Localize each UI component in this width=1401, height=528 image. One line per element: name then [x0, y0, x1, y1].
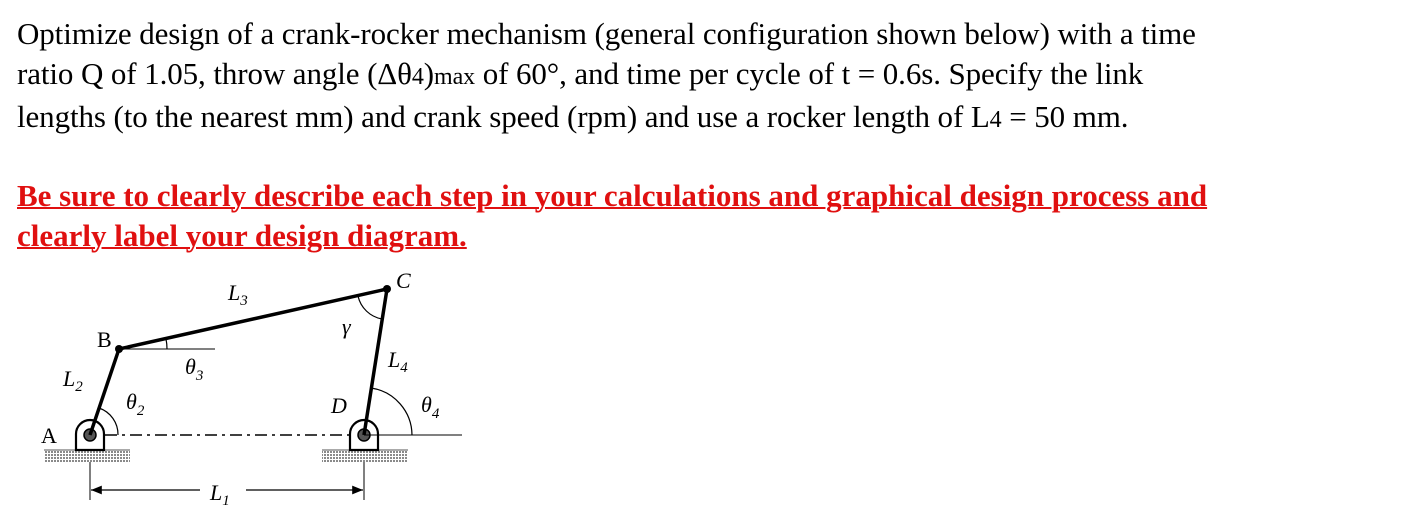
label-l1: $L_1$ — [210, 480, 230, 509]
problem-line-2-part-b: ) — [423, 56, 435, 91]
label-l4: $L_4$ — [388, 347, 408, 376]
label-l3: $L_3$ — [228, 280, 248, 309]
theta3-arc — [166, 339, 167, 349]
instruction-emphasis — [17, 176, 1387, 256]
gamma-arc — [358, 296, 382, 319]
label-gamma: γ — [342, 314, 351, 339]
instruction-line-1: Be sure to clearly describe each step in your calculations and graphical design process and — [17, 178, 1208, 213]
label-theta4: $\theta_4$ — [421, 392, 440, 422]
label-theta2: $\theta_2$ — [126, 389, 145, 419]
ground-hatch-d — [322, 450, 408, 462]
joint-c — [383, 285, 391, 293]
problem-statement — [17, 14, 1387, 140]
subscript-4: 4 — [411, 64, 424, 90]
instruction-line-2: clearly label your design diagram. — [17, 218, 467, 253]
label-a: A — [41, 423, 57, 448]
problem-line-3-part-a: lengths (to the nearest mm) and crank speed (rpm) and use a rocker length of L — [17, 99, 990, 134]
link-l4-rocker — [364, 289, 387, 435]
label-c: C — [396, 268, 411, 293]
subscript-4: 4 — [989, 107, 1002, 133]
problem-line-3 — [17, 97, 1387, 140]
problem-line-2-part-a: ratio Q of 1.05, throw angle (Δθ — [17, 56, 412, 91]
subscript-max: max — [434, 64, 476, 90]
label-b: B — [97, 327, 112, 352]
ground-hatch-a — [44, 450, 130, 462]
crank-rocker-diagram — [0, 262, 480, 528]
problem-line-1: Optimize design of a crank-rocker mechanism (general configuration shown below) with a time — [17, 16, 1196, 51]
problem-line-2-part-c: of 60°, and time per cycle of t = 0.6s. Specify the link — [475, 56, 1144, 91]
label-d: D — [331, 393, 347, 418]
problem-line-2 — [17, 54, 1387, 97]
label-theta3: $\theta_3$ — [185, 354, 204, 384]
label-l2: $L_2$ — [63, 366, 83, 395]
problem-line-3-part-b: = 50 mm. — [1001, 99, 1129, 134]
